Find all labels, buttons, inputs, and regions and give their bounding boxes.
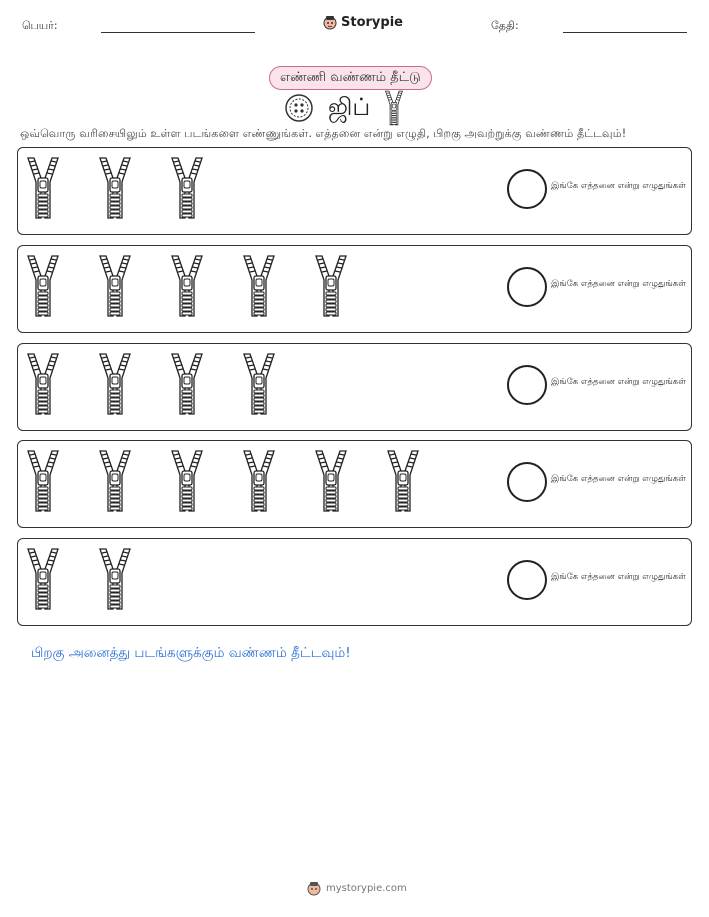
write-label: இங்கே எத்தனை என்று எழுதுங்கள்: [551, 377, 686, 387]
date-line[interactable]: [563, 32, 687, 33]
title-row: [284, 90, 404, 126]
zipper-icon: [170, 449, 204, 513]
answer-circle[interactable]: [507, 462, 547, 502]
name-label: பெயர்:: [22, 19, 58, 32]
answer-circle[interactable]: [507, 365, 547, 405]
brand: [323, 14, 403, 30]
zipper-icon: [242, 352, 276, 416]
zipper-icon: [314, 254, 348, 318]
item-group: [26, 254, 348, 318]
zipper-icon: [26, 254, 60, 318]
zipper-icon: [26, 449, 60, 513]
write-label: இங்கே எத்தனை என்று எழுதுங்கள்: [551, 474, 686, 484]
item-group: [26, 547, 132, 611]
footer: [307, 880, 407, 896]
write-label: இங்கே எத்தனை என்று எழுதுங்கள்: [551, 279, 686, 289]
after-instruction: பிறகு அனைத்து படங்களுக்கும் வண்ணம் தீட்டவும்!: [31, 645, 351, 661]
count-row: [17, 440, 692, 528]
instructions: ஒவ்வொரு வரிசையிலும் உள்ள படங்களை எண்ணுங்கள். எத்தனை என்று எழுதி, பிறகு அவற்றுக்கு வண்ணம் தீட்டவும்!: [20, 127, 627, 140]
zipper-icon: [26, 547, 60, 611]
write-label: இங்கே எத்தனை என்று எழுதுங்கள்: [551, 181, 686, 191]
zipper-icon: [242, 449, 276, 513]
button-icon: [284, 93, 314, 123]
name-line[interactable]: [101, 32, 255, 33]
title-badge: எண்ணி வண்ணம் தீட்டு: [269, 66, 432, 90]
count-row: [17, 245, 692, 333]
zipper-icon: [384, 90, 404, 126]
count-row: [17, 343, 692, 431]
zipper-icon: [170, 254, 204, 318]
zipper-icon: [314, 449, 348, 513]
write-label: இங்கே எத்தனை என்று எழுதுங்கள்: [551, 572, 686, 582]
zipper-icon: [98, 449, 132, 513]
zipper-icon: [98, 254, 132, 318]
brand-name: Storypie: [341, 14, 403, 30]
zipper-icon: [26, 156, 60, 220]
answer-circle[interactable]: [507, 169, 547, 209]
footer-site[interactable]: mystorypie.com: [326, 882, 407, 894]
count-row: [17, 538, 692, 626]
zipper-icon: [242, 254, 276, 318]
item-group: [26, 449, 420, 513]
zipper-icon: [98, 547, 132, 611]
count-row: [17, 147, 692, 235]
date-label: தேதி:: [491, 19, 519, 32]
zipper-icon: [170, 352, 204, 416]
item-group: [26, 352, 276, 416]
zipper-icon: [170, 156, 204, 220]
answer-circle[interactable]: [507, 267, 547, 307]
title-word: ஜிப்: [328, 92, 371, 121]
zipper-icon: [386, 449, 420, 513]
item-group: [26, 156, 204, 220]
storypie-logo-icon: [323, 14, 337, 30]
zipper-icon: [26, 352, 60, 416]
zipper-icon: [98, 156, 132, 220]
storypie-logo-icon: [307, 880, 321, 896]
answer-circle[interactable]: [507, 560, 547, 600]
zipper-icon: [98, 352, 132, 416]
